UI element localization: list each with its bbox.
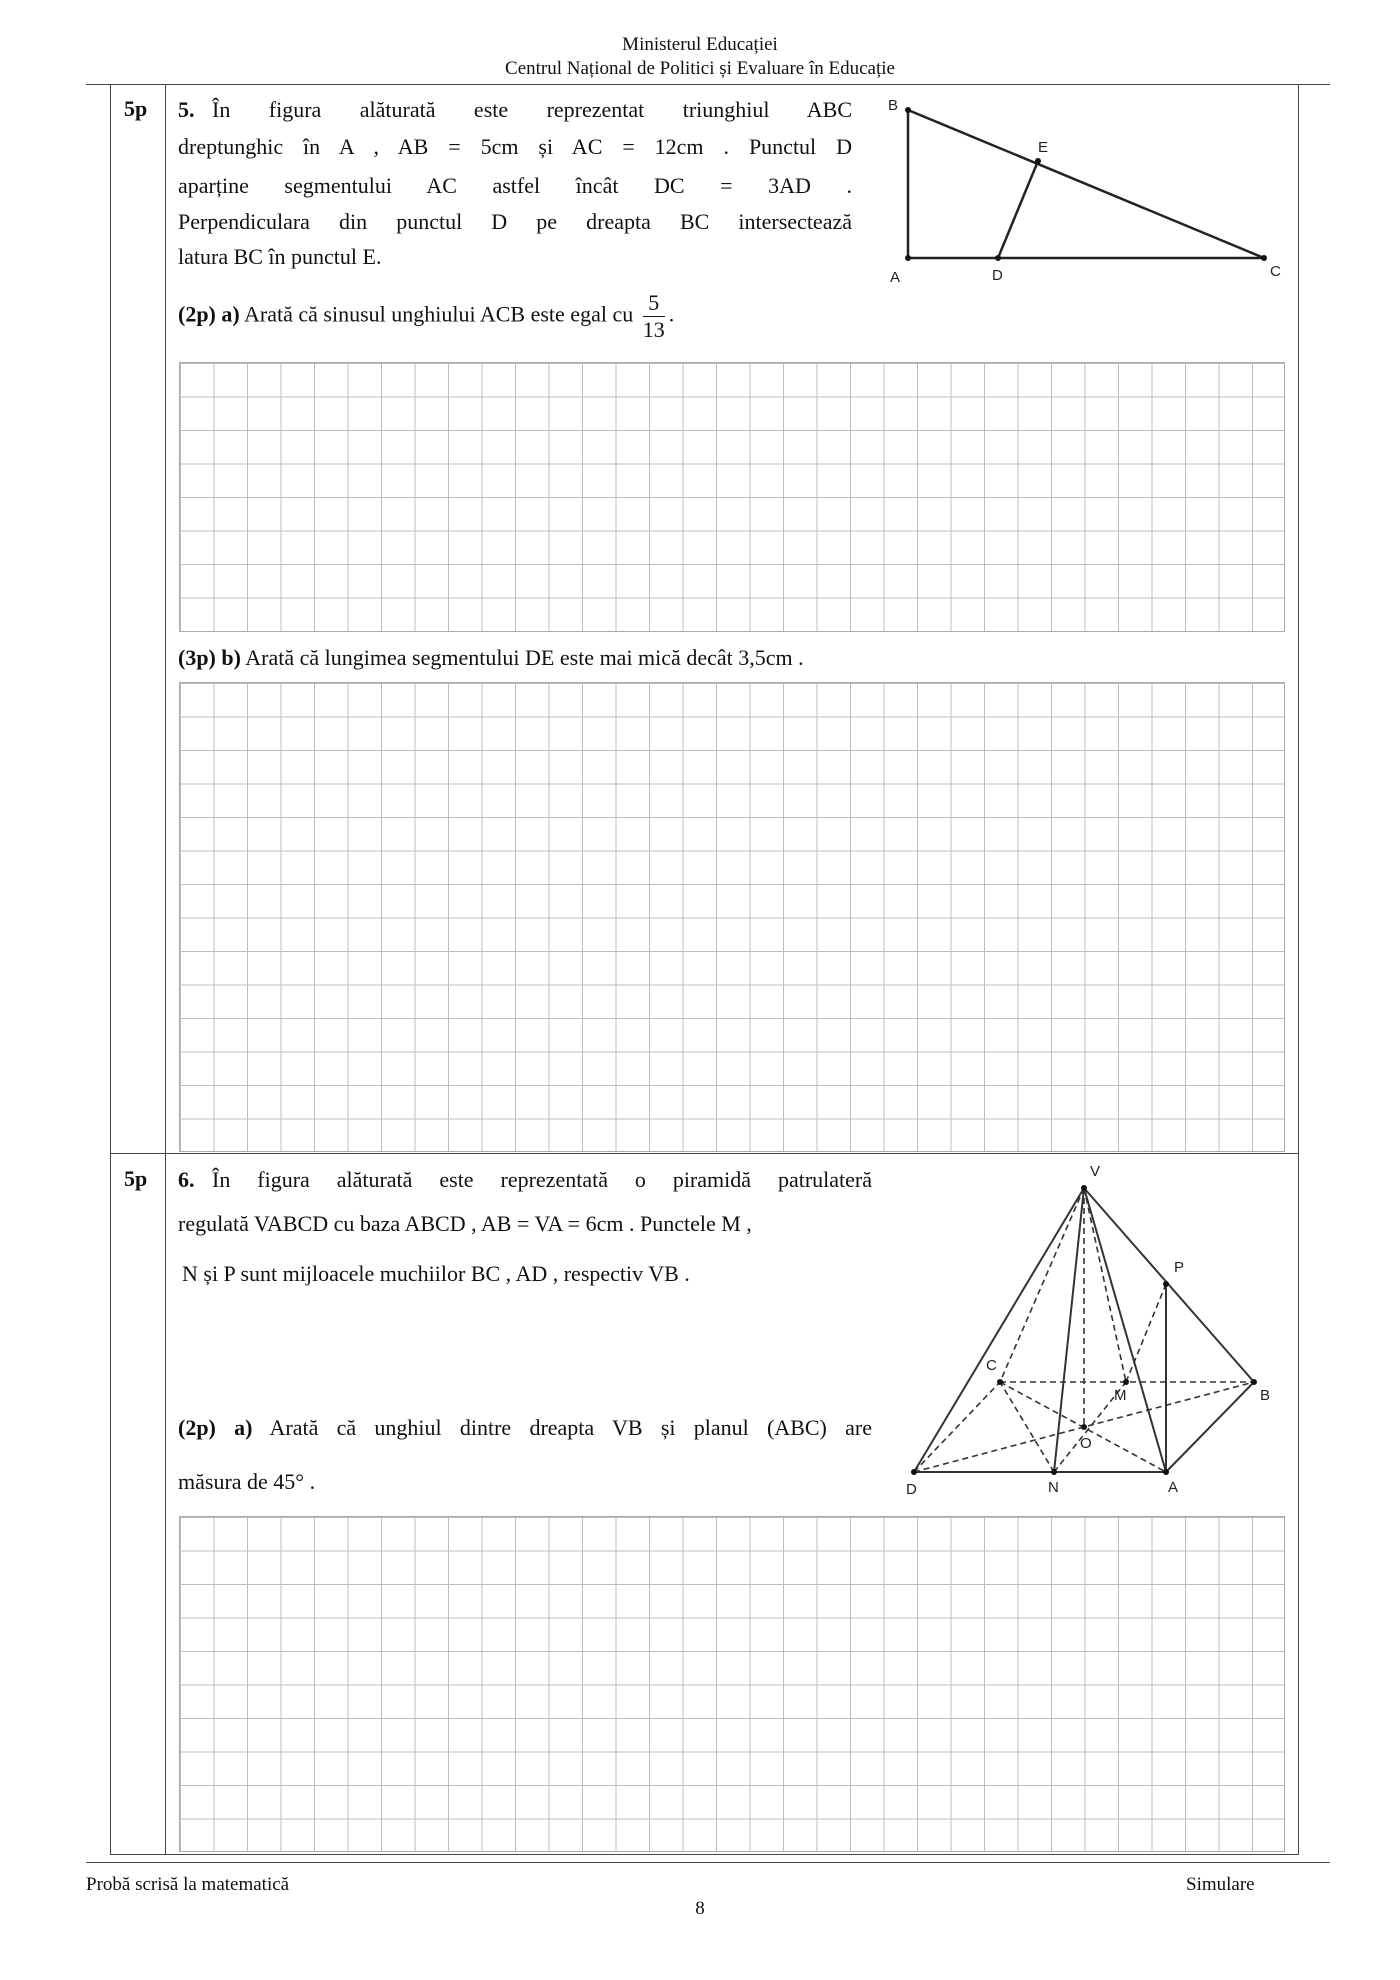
label-a6: A — [1168, 1479, 1179, 1496]
edge-dc — [914, 1382, 1000, 1472]
problem6-points: 5p — [124, 1166, 148, 1191]
label-c: C — [1270, 263, 1281, 280]
segment-vm — [1084, 1188, 1126, 1382]
label-d6: D — [906, 1481, 917, 1498]
label-p: P — [1174, 1259, 1185, 1276]
edge-va — [1084, 1188, 1166, 1472]
page-number: 8 — [695, 1898, 705, 1919]
label-e: E — [1038, 139, 1049, 156]
fraction-5-13 — [643, 290, 665, 343]
problem5-line1: În figura alăturată este reprezentat triunghiul ABC — [212, 97, 852, 122]
problem6-part-a-line1: Arată că unghiul dintre dreapta VB și planul (ABC) are — [269, 1415, 872, 1440]
segment-bc — [908, 110, 1264, 258]
problem6-line1: În figura alăturată este reprezentată o piramidă patrulateră — [212, 1167, 872, 1192]
footer-left: Probă scrisă la matematică — [86, 1874, 290, 1895]
label-m: M — [1114, 1387, 1127, 1404]
segment-mp — [1126, 1284, 1166, 1382]
problem5-line2: dreptunghic în A , AB = 5cm și AC = 12cm . Punctul D — [178, 134, 852, 159]
label-d: D — [992, 267, 1003, 284]
answer-grid-6a[interactable] — [179, 1516, 1285, 1852]
problem6-part-a-line2: măsura de 45° . — [178, 1469, 316, 1494]
problem5-part-b-label: (3p) b) — [178, 645, 241, 670]
triangle-figure — [880, 92, 1300, 292]
header-ministry: Ministerul Educației — [622, 34, 778, 55]
label-c6: C — [986, 1357, 997, 1374]
problem5-line3: aparține segmentului AC astfel încât DC = 3AD . — [178, 173, 852, 198]
row-divider — [110, 1153, 1299, 1154]
label-b6: B — [1260, 1387, 1271, 1404]
header-center: Centrul Național de Politici și Evaluare în Educație — [505, 58, 895, 79]
edge-ab — [1166, 1382, 1254, 1472]
problem5-line4: Perpendiculara din punctul D pe dreapta BC intersectează — [178, 209, 852, 234]
label-v: V — [1090, 1163, 1101, 1180]
fraction-denominator: 13 — [642, 317, 665, 342]
problem6-line2: regulată VABCD cu baza ABCD , AB = VA = 6cm . Punctele M , — [178, 1211, 752, 1236]
problem5-part-a-text: Arată că sinusul unghiului ACB este egal cu — [244, 301, 634, 327]
problem5-part-a: (2p) a) Arată că sinusul unghiului ACB este egal cu $\frac{5}{13}$ . — [178, 290, 675, 342]
edge-vc — [1000, 1188, 1084, 1382]
segment-nc — [1000, 1382, 1054, 1472]
label-o: O — [1080, 1435, 1092, 1452]
label-b: B — [888, 97, 899, 114]
problem6-part-a-label: (2p) a) — [178, 1415, 253, 1440]
label-a: A — [890, 269, 901, 286]
answer-grid-5a[interactable] — [179, 362, 1285, 632]
fraction-numerator: 5 — [643, 290, 665, 317]
problem5-line5: latura BC în punctul E. — [178, 244, 382, 269]
problem5-part-a-label: (2p) a) — [178, 301, 240, 327]
problem5-number: 5. — [178, 97, 195, 122]
problem6-line3: N și P sunt mijloacele muchiilor BC , AD , respectiv VB . — [182, 1261, 690, 1286]
problem5-points: 5p — [124, 96, 148, 121]
problem6-part-a — [178, 1414, 872, 1442]
footer-rule — [86, 1862, 1330, 1863]
problem5-part-b-text: Arată că lungimea segmentului DE este mai mică decât 3,5cm . — [245, 645, 804, 670]
problem5-part-b — [178, 644, 804, 672]
problem6-number: 6. — [178, 1167, 195, 1192]
edge-vb — [1084, 1188, 1254, 1382]
footer-right: Simulare — [1186, 1874, 1255, 1895]
label-n: N — [1048, 1479, 1059, 1496]
pyramid-figure — [896, 1160, 1296, 1500]
segment-de — [998, 161, 1038, 258]
points-column-divider — [165, 84, 166, 1855]
answer-grid-5b[interactable] — [179, 682, 1285, 1152]
